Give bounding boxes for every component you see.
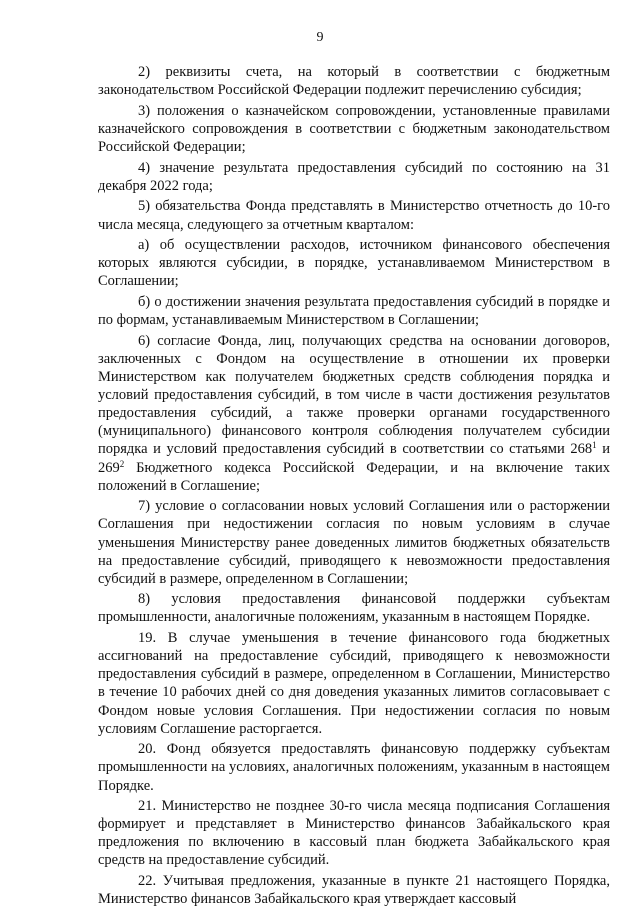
paragraph-item-6: 6) согласие Фонда, лиц, получающих средства на основании договоров, заключенных с Фондом на осуществление в отношении их проверки Министерством как получателем бюджетных средств соблюдения порядка и условий предоставления субсидий, в том числе в части достижения результатов предоставления субсидий, а также проверки органами государственного (муниципального) финансового контроля соблюдения получателем субсидии порядка и условий предоставления субсидий в соответствии со статьями $268^1$ и $269^2$ Бюджетного кодекса Российской Федерации, и на включение таких положений в Соглашение; xyxy=(98,332,611,494)
paragraph-section-19: 19. В случае уменьшения в течение финансового года бюджетных ассигнований на предоставление субсидий, приводящего к невозможности предоставления субсидий в размере, определенном в Соглашении, Министерство в течение 10 рабочих дней со дня доведения указанных лимитов согласовывает с Фондом новые условия Соглашения. При недостижении согласия по новым условиям Соглашение расторгается. xyxy=(98,630,610,737)
document-body xyxy=(98,63,610,911)
paragraph-item-5b: б) о достижении значения результата предоставления субсидий в порядке и по формам, устанавливаемым Министерством в Соглашении; xyxy=(98,294,610,329)
paragraph-section-20: 20. Фонд обязуется предоставлять финансовую поддержку субъектам промышленности на условиях, аналогичных положениям, указанным в настоящем Порядке. xyxy=(98,741,610,794)
paragraph-item-8: 8) условия предоставления финансовой поддержки субъектам промышленности, аналогичные положениям, указанным в настоящем Порядке. xyxy=(98,591,610,626)
paragraph-item-2: 2) реквизиты счета, на который в соответствии с бюджетным законодательством Российской Федерации подлежит перечислению субсидия; xyxy=(98,64,610,99)
paragraph-section-22: 22. Учитывая предложения, указанные в пункте 21 настоящего Порядка, Министерство финансов Забайкальского края утверждает кассовый xyxy=(98,873,610,908)
paragraph-item-7: 7) условие о согласовании новых условий Соглашения или о расторжении Соглашения при недостижении согласия по новым условиям в случае уменьшения Министерству ранее доведенных лимитов бюджетных обязательств на предоставление субсидий, приводящего к невозможности предоставления субсидий в размере, определенном в Соглашении; xyxy=(98,498,610,587)
paragraph-item-5a: а) об осуществлении расходов, источником финансового обеспечения которых являются субсидии, в порядке, устанавливаемом Министерством в Соглашении; xyxy=(98,237,610,290)
page-number: 9 xyxy=(316,30,324,45)
paragraph-section-21: 21. Министерство не позднее 30-го числа месяца подписания Соглашения формирует и представляет в Министерство финансов Забайкальского края предложения по включению в кассовый план бюджета Забайкальского края средств на предоставление субсидий. xyxy=(98,798,610,869)
paragraph-item-3: 3) положения о казначейском сопровождении, установленные правилами казначейского сопровождения в соответствии с бюджетным законодательством Российской Федерации; xyxy=(98,102,610,155)
superscript-mark: 1 xyxy=(592,440,597,451)
superscript-mark: 2 xyxy=(119,458,125,469)
paragraph-item-5: 5) обязательства Фонда представлять в Министерство отчетность до 10-го числа месяца, следующего за отчетным кварталом: xyxy=(98,198,610,233)
paragraph-item-4: 4) значение результата предоставления субсидий по состоянию на 31 декабря 2022 года; xyxy=(98,159,610,194)
